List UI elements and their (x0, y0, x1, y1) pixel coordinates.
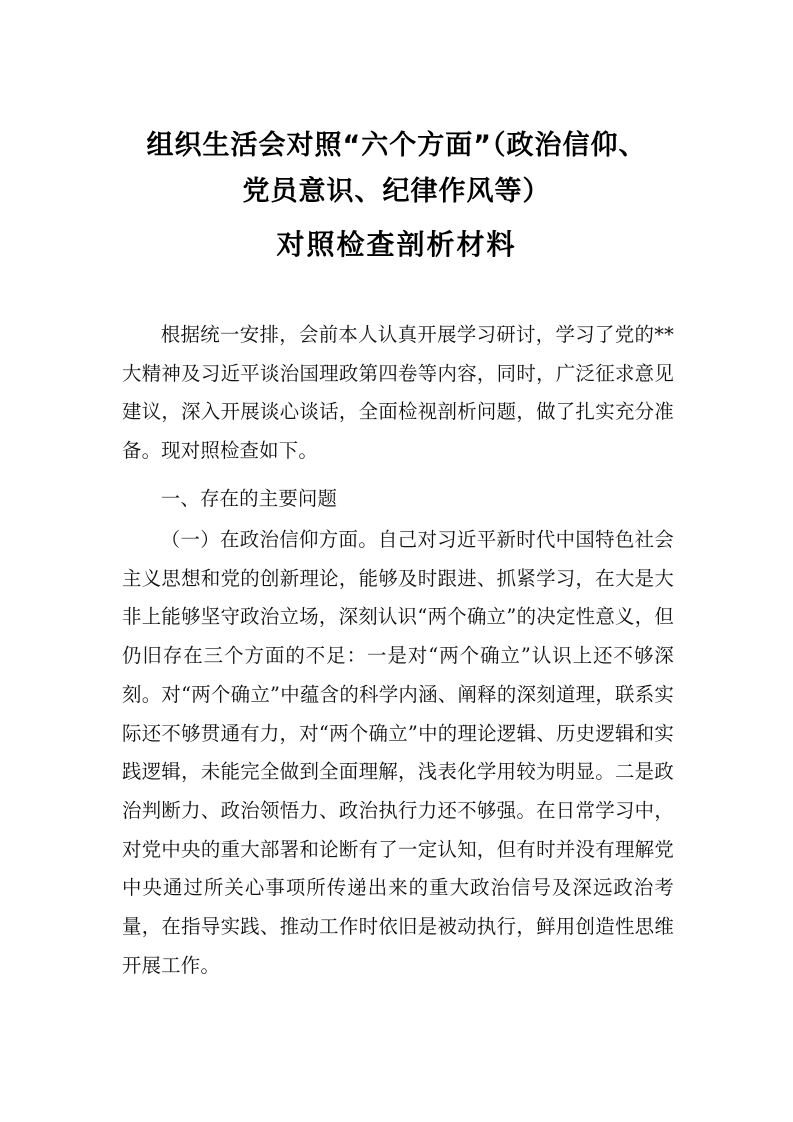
intro-paragraph: 根据统一安排，会前本人认真开展学习研讨，学习了党的**大精神及习近平谈治国理政第四卷等内容，同时，广泛征求意见建议，深入开展谈心谈话，全面检视剖析问题，做了扎实充分准备。现对照检查如下。 (122, 323, 674, 463)
document-title-line-1: 组织生活会对照“六个方面”（政治信仰、 (146, 130, 647, 161)
section-heading: 一、存在的主要问题 (160, 487, 338, 510)
document-subtitle: 对照检查剖析材料 (276, 228, 517, 261)
political-belief-paragraph: （一）在政治信仰方面。自己对习近平新时代中国特色社会主义思想和党的创新理论，能够及时跟进、抓紧学习，在大是大非上能够坚守政治立场，深刻认识“两个确立”的决定性意义，但仍旧存在三个方面的不足：一是对“两个确立”认识上还不够深刻。对“两个确立”中蕴含的科学内涵、阐释的深刻道理，联系实际还不够贯通有力，对“两个确立”中的理论逻辑、历史逻辑和实践逻辑，未能完全做到全面理解，浅表化学用较为明显。二是政治判断力、政治领悟力、政治执行力还不够强。在日常学习中，对党中央的重大部署和论断有了一定认知，但有时并没有理解党中央通过所关心事项所传递出来的重大政治信号及深远政治考量，在指导实践、推动工作时依旧是被动执行，鲜用创造性思维开展工作。 (122, 528, 674, 977)
intro-paragraph-block (122, 316, 674, 471)
political-belief-paragraph-block (122, 521, 674, 985)
document-title-line-2: 党员意识、纪律作风等） (242, 176, 551, 207)
section-heading-block (122, 480, 674, 519)
